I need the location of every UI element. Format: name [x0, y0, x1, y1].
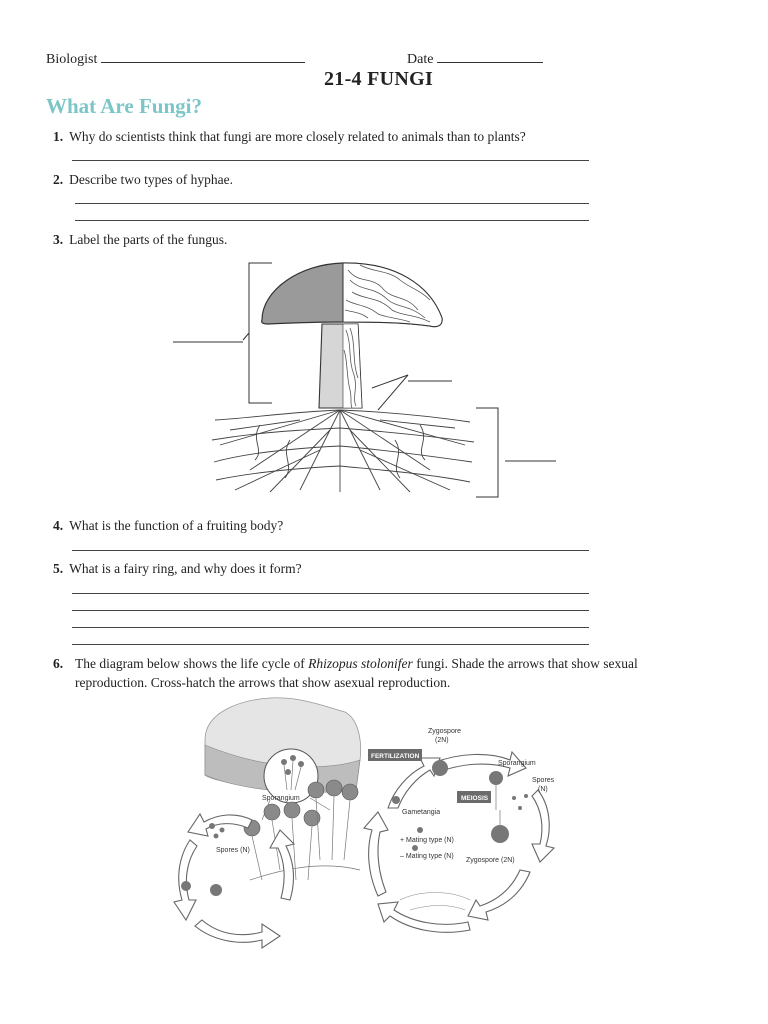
zygospore-top-ploidy: (2N) [435, 737, 449, 744]
spores-left-label: Spores (N) [216, 847, 250, 854]
gametangia-label: Gametangia [402, 809, 441, 816]
section-title: What Are Fungi? [46, 94, 202, 118]
sexual-cycle-arrows [364, 752, 554, 932]
question-number: 6. [53, 656, 64, 671]
question-number: 4. [53, 518, 64, 533]
question-number: 3. [53, 232, 64, 247]
question-number: 1. [53, 129, 64, 144]
spores-right-label: Spores [532, 777, 555, 784]
asexual-cycle-arrows [174, 814, 294, 948]
meiosis-label: MEIOSIS [461, 795, 489, 802]
biologist-label: Biologist [46, 52, 98, 67]
fertilization-label: FERTILIZATION [371, 753, 420, 760]
question-text: What is a fairy ring, and why does it form? [69, 561, 302, 576]
zygospore-top-label: Zygospore [428, 728, 462, 735]
question-text: Describe two types of hyphae. [69, 172, 233, 187]
mating-minus-label: – Mating type (N) [400, 853, 454, 860]
sporangium-left-label: Sporangium [262, 795, 300, 802]
question-text: Label the parts of the fungus. [69, 232, 228, 247]
mating-plus-label: + Mating type (N) [400, 837, 454, 844]
spores-right-ploidy: (N) [538, 786, 548, 793]
question-number: 2. [53, 172, 64, 187]
species-name: Rhizopus stolonifer [308, 656, 413, 671]
question-6-text: The diagram below shows the life cycle of Rhizopus stolonifer fungi. Shade the arrows that show sexual reproduction. Cross-hatch the arrows that show asexual reproduction. [75, 656, 638, 690]
question-text: Why do scientists think that fungi are more closely related to animals than to plants? [69, 129, 526, 144]
sporangium-right-label: Sporangium [498, 760, 536, 767]
question-text: What is the function of a fruiting body? [69, 518, 284, 533]
zygospore-bottom-label: Zygospore (2N) [466, 857, 515, 864]
page-title: 21-4 FUNGI [324, 68, 434, 90]
date-label: Date [407, 52, 434, 67]
question-number: 5. [53, 561, 64, 576]
